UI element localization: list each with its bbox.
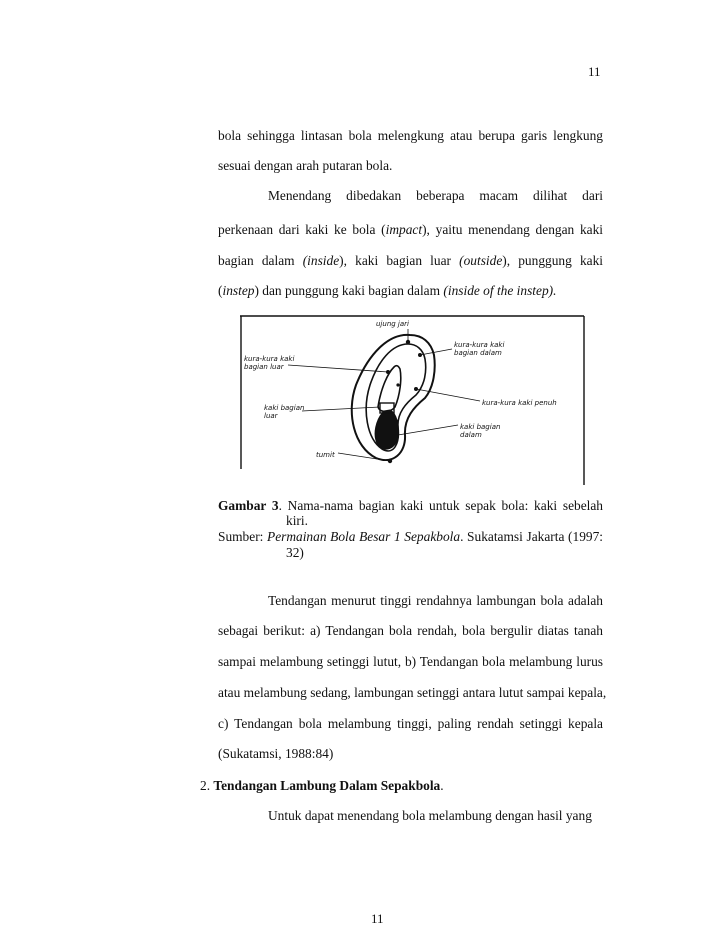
- para3-line6: (Sukatamsi, 1988:84): [218, 746, 334, 761]
- foot-sole-drawing: [352, 335, 435, 463]
- section-2-title: Tendangan Lambung Dalam Sepakbola: [213, 778, 441, 793]
- term-impact: impact: [385, 222, 423, 237]
- caption-source-rest: . Sukatamsi Jakarta (1997:: [460, 529, 603, 544]
- label-outer-instep-1: kura-kura kaki: [244, 355, 295, 363]
- caption-line2: kiri.: [286, 513, 308, 528]
- term-inside-of-instep: (inside of the instep).: [443, 283, 557, 298]
- caption-source-line2: 32): [286, 545, 304, 560]
- para3-line5: c) Tendangan bola melambung tinggi, paling rendah setinggi kepala: [218, 716, 603, 731]
- label-heel: tumit: [316, 451, 335, 459]
- label-outer-side-2: luar: [264, 412, 278, 420]
- foot-figure: [240, 315, 585, 485]
- para1-line2: sesuai dengan arah putaran bola.: [218, 158, 393, 173]
- para1-line1: bola sehingga lintasan bola melengkung atau berupa garis lengkung: [218, 128, 603, 143]
- para3-line4: atau melambung sedang, lambungan setinggi antara lutut sampai kepala,: [218, 685, 607, 700]
- section-2-number: 2.: [200, 778, 214, 793]
- caption-text-1: . Nama-nama bagian kaki untuk sepak bola: kaki sebelah: [278, 498, 604, 513]
- para3-line3: sampai melambung setinggi lutut, b) Tendangan bola melambung lurus: [218, 654, 603, 669]
- para4-line1: Untuk dapat menendang bola melambung dengan hasil yang: [268, 808, 592, 823]
- para2-line3-c: ), punggung kaki: [502, 253, 604, 268]
- para2-line4-b: ) dan punggung kaki bagian dalam: [254, 283, 444, 298]
- section-2-heading: [200, 778, 444, 794]
- para2-line3: [218, 253, 603, 269]
- para2-line2: [218, 222, 603, 238]
- page-number-bottom: 11: [371, 911, 384, 926]
- caption-source: [218, 529, 603, 545]
- label-outer-side-1: kaki bagian: [264, 404, 305, 412]
- para2-line2-a: perkenaan dari kaki ke bola (: [218, 222, 386, 237]
- para3-line1: Tendangan menurut tinggi rendahnya lambungan bola adalah: [268, 593, 603, 608]
- label-full-instep: kura-kura kaki penuh: [482, 399, 557, 407]
- para2-line1: Menendang dibedakan beberapa macam dilihat dari: [268, 188, 603, 203]
- section-2-period: .: [440, 778, 444, 793]
- para3-line2: sebagai berikut: a) Tendangan bola rendah, bola bergulir diatas tanah: [218, 623, 603, 638]
- caption-source-label: Sumber:: [218, 529, 268, 544]
- para2-line4-a: (: [218, 283, 223, 298]
- label-inner-instep-1: kura-kura kaki: [454, 341, 505, 349]
- term-instep: instep: [222, 283, 255, 298]
- para2-line3-b: ), kaki bagian luar: [339, 253, 460, 268]
- label-outer-instep-2: bagian luar: [244, 363, 284, 371]
- para2-line2-b: ), yaitu menendang dengan kaki: [422, 222, 603, 237]
- term-inside: (inside: [302, 253, 340, 268]
- caption-label: Gambar 3: [218, 498, 279, 513]
- label-tip: ujung jari: [376, 320, 409, 328]
- para2-line3-a: bagian dalam: [218, 253, 303, 268]
- term-outside: (outside: [459, 253, 503, 268]
- figure-caption: [218, 498, 603, 514]
- label-inner-instep-2: bagian dalam: [454, 349, 502, 357]
- caption-source-title: Permainan Bola Besar 1 Sepakbola: [267, 529, 461, 544]
- label-inner-side-1: kaki bagian: [460, 423, 501, 431]
- page-number-top: 11: [588, 64, 601, 79]
- para2-line4: [218, 283, 603, 299]
- label-inner-side-2: dalam: [460, 431, 482, 439]
